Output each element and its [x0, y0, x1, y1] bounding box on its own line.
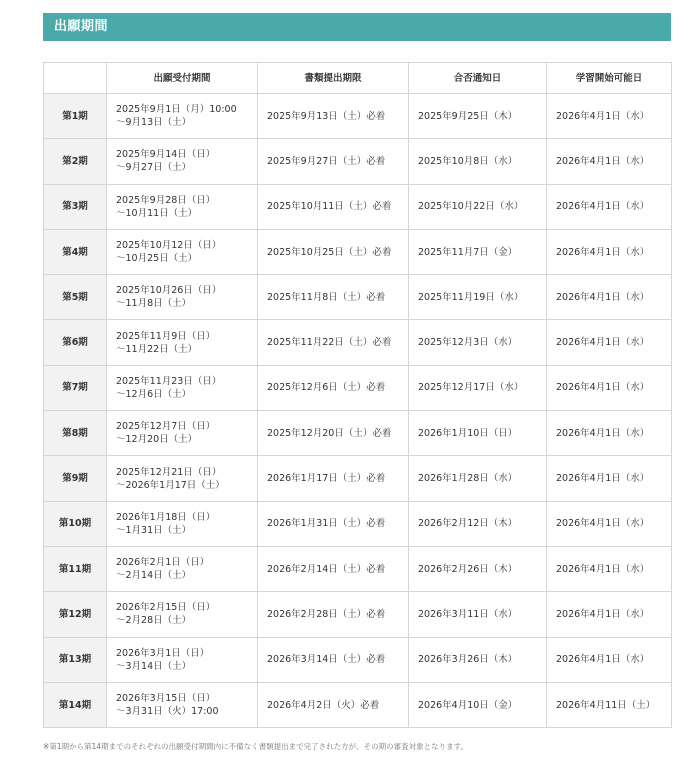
study-start-cell: 2026年4月1日（水） [547, 592, 672, 637]
period-start: 2025年10月12日（日） [116, 240, 222, 252]
study-start-cell: 2026年4月1日（水） [547, 94, 672, 139]
term-label: 第8期 [44, 411, 107, 456]
document-deadline-cell: 2025年9月13日（土）必着 [258, 94, 409, 139]
period-end: 〜3月14日（土） [116, 660, 192, 672]
study-start-cell: 2026年4月1日（水） [547, 184, 672, 229]
period-start: 2025年9月28日（日） [116, 194, 216, 206]
result-notice-cell: 2025年11月7日（金） [409, 229, 547, 274]
period-end: 〜9月27日（土） [116, 162, 192, 174]
period-start: 2025年9月14日（日） [116, 149, 216, 161]
term-label: 第11期 [44, 546, 107, 591]
header-study-start-date: 学習開始可能日 [547, 63, 672, 94]
term-label: 第3期 [44, 184, 107, 229]
application-period-cell [107, 501, 258, 546]
application-period-cell [107, 682, 258, 727]
term-label: 第2期 [44, 139, 107, 184]
result-notice-cell: 2025年12月3日（水） [409, 320, 547, 365]
study-start-cell: 2026年4月1日（水） [547, 456, 672, 501]
application-period-cell [107, 184, 258, 229]
footnote: ※第1期から第14期までのそれぞれの出願受付期間内に不備なく書類提出まで完了された方が、その期の審査対象となります。 [43, 742, 468, 751]
study-start-cell: 2026年4月1日（水） [547, 320, 672, 365]
period-start: 2025年12月7日（日） [116, 421, 216, 433]
document-deadline-cell: 2025年11月22日（土）必着 [258, 320, 409, 365]
result-notice-cell: 2026年1月10日（日） [409, 411, 547, 456]
table-row [44, 275, 672, 320]
table-row [44, 456, 672, 501]
study-start-cell: 2026年4月11日（土） [547, 682, 672, 727]
period-start: 2026年2月1日（日） [116, 557, 210, 569]
study-start-cell: 2026年4月1日（水） [547, 411, 672, 456]
application-period-cell [107, 320, 258, 365]
period-end: 〜9月13日（土） [116, 117, 192, 129]
term-label: 第4期 [44, 229, 107, 274]
header-application-period: 出願受付期間 [107, 63, 258, 94]
table-body [44, 94, 672, 728]
document-deadline-cell: 2026年2月14日（土）必着 [258, 546, 409, 591]
period-end: 〜12月20日（土） [116, 434, 198, 446]
table-row [44, 411, 672, 456]
study-start-cell: 2026年4月1日（水） [547, 546, 672, 591]
study-start-cell: 2026年4月1日（水） [547, 229, 672, 274]
document-deadline-cell: 2026年3月14日（土）必着 [258, 637, 409, 682]
document-deadline-cell: 2026年1月17日（土）必着 [258, 456, 409, 501]
table-row [44, 184, 672, 229]
header-term [44, 63, 107, 94]
document-deadline-cell: 2025年11月8日（土）必着 [258, 275, 409, 320]
term-label: 第12期 [44, 592, 107, 637]
table-row [44, 637, 672, 682]
period-end: 〜2月14日（土） [116, 570, 192, 582]
period-start: 2026年1月18日（日） [116, 511, 216, 523]
section-title: 出願期間 [43, 13, 671, 41]
table-row [44, 501, 672, 546]
term-label: 第7期 [44, 365, 107, 410]
term-label: 第9期 [44, 456, 107, 501]
application-schedule-table [43, 62, 672, 728]
header-document-deadline: 書類提出期限 [258, 63, 409, 94]
period-end: 〜2026年1月17日（土） [116, 479, 225, 491]
result-notice-cell: 2025年12月17日（水） [409, 365, 547, 410]
document-deadline-cell: 2025年9月27日（土）必着 [258, 139, 409, 184]
result-notice-cell: 2025年10月8日（水） [409, 139, 547, 184]
table-row [44, 592, 672, 637]
result-notice-cell: 2026年3月11日（水） [409, 592, 547, 637]
table-row [44, 682, 672, 727]
table-row [44, 139, 672, 184]
period-end: 〜12月6日（土） [116, 388, 192, 400]
period-start: 2025年11月9日（日） [116, 330, 216, 342]
application-period-cell [107, 94, 258, 139]
period-start: 2026年3月1日（日） [116, 647, 210, 659]
period-end: 〜1月31日（土） [116, 524, 192, 536]
period-start: 2025年10月26日（日） [116, 285, 222, 297]
table-row [44, 546, 672, 591]
application-period-cell [107, 637, 258, 682]
result-notice-cell: 2026年1月28日（水） [409, 456, 547, 501]
result-notice-cell: 2026年2月12日（木） [409, 501, 547, 546]
period-end: 〜10月25日（土） [116, 253, 198, 265]
application-period-cell [107, 546, 258, 591]
period-end: 〜11月8日（土） [116, 298, 192, 310]
application-period-cell [107, 365, 258, 410]
study-start-cell: 2026年4月1日（水） [547, 501, 672, 546]
period-end: 〜10月11日（土） [116, 207, 198, 219]
study-start-cell: 2026年4月1日（水） [547, 637, 672, 682]
document-deadline-cell: 2025年10月11日（土）必着 [258, 184, 409, 229]
result-notice-cell: 2026年3月26日（木） [409, 637, 547, 682]
result-notice-cell: 2026年4月10日（金） [409, 682, 547, 727]
study-start-cell: 2026年4月1日（水） [547, 365, 672, 410]
application-period-cell [107, 275, 258, 320]
term-label: 第14期 [44, 682, 107, 727]
study-start-cell: 2026年4月1日（水） [547, 139, 672, 184]
period-start: 2025年11月23日（日） [116, 375, 222, 387]
period-start: 2025年9月1日（月）10:00 [116, 104, 237, 116]
period-start: 2026年3月15日（日） [116, 693, 216, 704]
table-row [44, 229, 672, 274]
document-deadline-cell: 2026年4月2日（火）必着 [258, 682, 409, 727]
application-period-cell [107, 592, 258, 637]
term-label: 第1期 [44, 94, 107, 139]
application-period-cell [107, 229, 258, 274]
table-row [44, 320, 672, 365]
period-end: 〜2月28日（土） [116, 615, 192, 627]
table-row [44, 94, 672, 139]
term-label: 第6期 [44, 320, 107, 365]
result-notice-cell: 2025年10月22日（水） [409, 184, 547, 229]
study-start-cell: 2026年4月1日（水） [547, 275, 672, 320]
application-period-cell [107, 411, 258, 456]
result-notice-cell: 2025年11月19日（水） [409, 275, 547, 320]
term-label: 第10期 [44, 501, 107, 546]
term-label: 第13期 [44, 637, 107, 682]
table-row [44, 365, 672, 410]
document-deadline-cell: 2025年10月25日（土）必着 [258, 229, 409, 274]
table-header-row [44, 63, 672, 94]
term-label: 第5期 [44, 275, 107, 320]
document-deadline-cell: 2025年12月20日（土）必着 [258, 411, 409, 456]
application-period-cell [107, 456, 258, 501]
header-result-notice-date: 合否通知日 [409, 63, 547, 94]
document-deadline-cell: 2025年12月6日（土）必着 [258, 365, 409, 410]
result-notice-cell: 2025年9月25日（木） [409, 94, 547, 139]
result-notice-cell: 2026年2月26日（木） [409, 546, 547, 591]
period-start: 2025年12月21日（日） [116, 466, 222, 478]
document-deadline-cell: 2026年2月28日（土）必着 [258, 592, 409, 637]
period-start: 2026年2月15日（日） [116, 602, 216, 614]
application-period-cell [107, 139, 258, 184]
document-deadline-cell: 2026年1月31日（土）必着 [258, 501, 409, 546]
period-end: 〜3月31日（火）17:00 [116, 706, 219, 717]
period-end: 〜11月22日（土） [116, 343, 198, 355]
